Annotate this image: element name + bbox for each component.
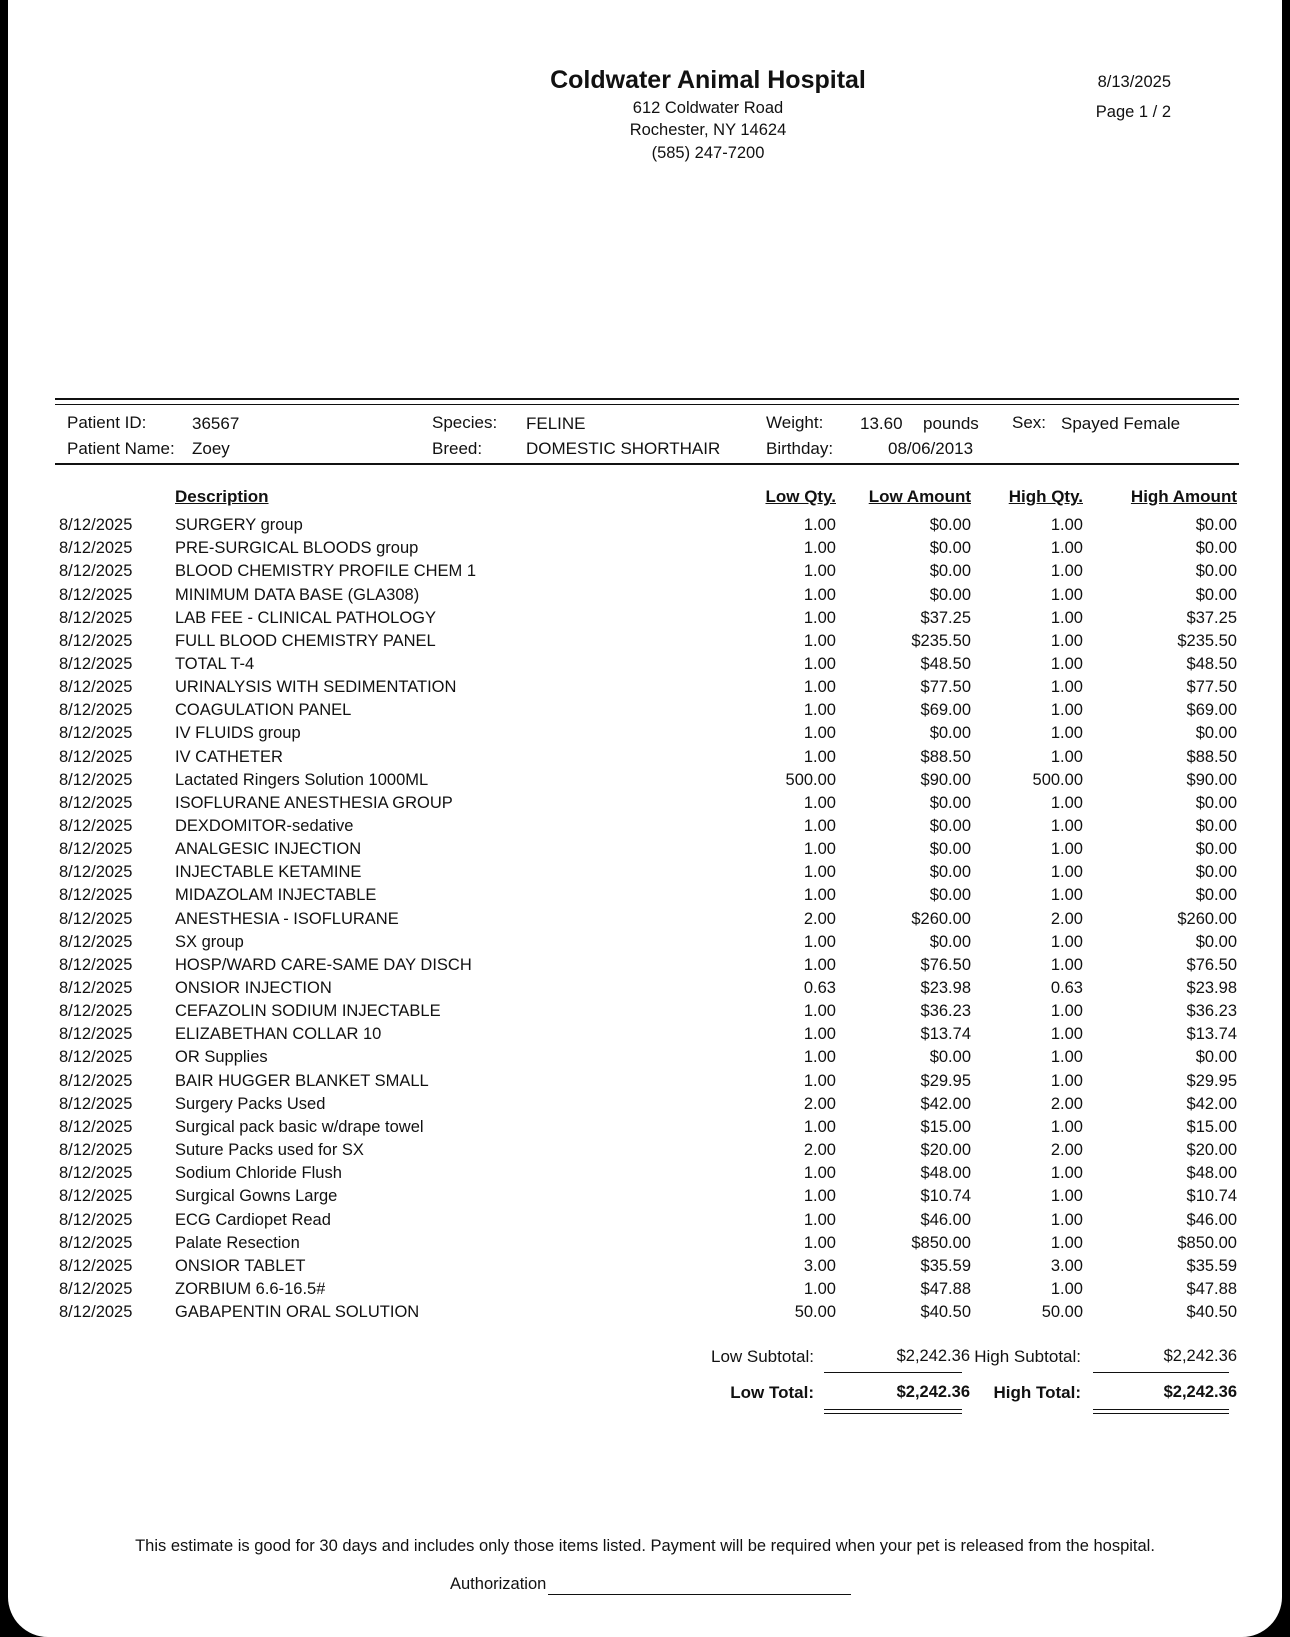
row-high-qty: 1.00 — [1050, 1164, 1083, 1183]
row-date: 8/12/2025 — [59, 909, 133, 928]
row-date: 8/12/2025 — [59, 516, 133, 534]
row-low-qty: 3.00 — [803, 1256, 836, 1275]
row-low-qty: 2.00 — [803, 909, 836, 928]
row-low-qty: 1.00 — [803, 932, 836, 951]
low-total-double-rule-1 — [824, 1409, 962, 1410]
row-date: 8/12/2025 — [59, 1187, 133, 1206]
row-high-amount: $235.50 — [1177, 631, 1237, 650]
row-high-amount: $850.00 — [1177, 1233, 1237, 1252]
row-description: Lactated Ringers Solution 1000ML — [175, 770, 429, 789]
row-date: 8/12/2025 — [59, 979, 133, 997]
row-low-amount: $40.50 — [920, 1303, 971, 1322]
row-date: 8/12/2025 — [59, 631, 133, 650]
row-high-qty: 1.00 — [1050, 817, 1083, 835]
row-low-amount: $260.00 — [911, 909, 971, 928]
row-low-amount: $0.00 — [929, 886, 971, 905]
row-high-qty: 1.00 — [1050, 955, 1083, 974]
row-high-qty: 1.00 — [1050, 1048, 1083, 1067]
row-low-qty: 2.00 — [803, 1141, 836, 1159]
row-description: ZORBIUM 6.6-16.5# — [175, 1279, 326, 1298]
row-high-amount: $0.00 — [1195, 840, 1237, 859]
row-low-qty: 1.00 — [803, 793, 836, 812]
row-description: Surgical Gowns Large — [175, 1187, 338, 1206]
low-subtotal-rule — [824, 1372, 962, 1373]
row-high-qty: 1.00 — [1050, 1187, 1083, 1206]
row-date: 8/12/2025 — [59, 1025, 133, 1044]
row-high-amount: $29.95 — [1186, 1071, 1237, 1090]
row-description: IV CATHETER — [175, 747, 283, 766]
row-high-amount: $35.59 — [1186, 1256, 1237, 1275]
row-low-amount: $23.98 — [920, 979, 971, 997]
row-high-amount: $90.00 — [1186, 770, 1237, 789]
row-date: 8/12/2025 — [59, 1164, 133, 1183]
row-high-qty: 1.00 — [1050, 631, 1083, 650]
row-high-amount: $0.00 — [1195, 539, 1237, 558]
hospital-address-line2: Rochester, NY 14624 — [629, 121, 787, 139]
row-high-amount: $0.00 — [1195, 793, 1237, 812]
low-total-double-rule-2 — [824, 1413, 962, 1414]
row-high-amount: $0.00 — [1195, 516, 1237, 534]
row-high-amount: $0.00 — [1195, 886, 1237, 905]
row-date: 8/12/2025 — [59, 1002, 133, 1021]
row-high-amount: $0.00 — [1195, 1048, 1237, 1067]
estimate-note: This estimate is good for 30 days and includes only those items listed. Payment will be required when your pet is released from the hospital. — [135, 1537, 1155, 1555]
patient-name: Zoey — [192, 439, 230, 458]
row-low-qty: 1.00 — [803, 701, 836, 720]
row-low-qty: 1.00 — [803, 1279, 836, 1298]
row-high-qty: 2.00 — [1050, 909, 1083, 928]
row-description: SURGERY group — [175, 516, 303, 534]
row-high-amount: $15.00 — [1186, 1117, 1237, 1136]
row-high-amount: $0.00 — [1195, 562, 1237, 581]
row-description: TOTAL T-4 — [175, 654, 255, 673]
row-date: 8/12/2025 — [59, 770, 133, 789]
row-high-qty: 50.00 — [1041, 1303, 1083, 1322]
row-low-qty: 1.00 — [803, 1002, 836, 1021]
row-high-qty: 1.00 — [1050, 724, 1083, 743]
col-high-qty: High Qty. — [1008, 487, 1083, 506]
row-low-qty: 50.00 — [794, 1303, 836, 1322]
row-high-qty: 1.00 — [1050, 539, 1083, 558]
row-description: ECG Cardiopet Read — [175, 1210, 331, 1229]
row-description: PRE-SURGICAL BLOODS group — [175, 539, 419, 558]
breed-label: Breed: — [432, 439, 483, 458]
row-low-amount: $36.23 — [920, 1002, 971, 1021]
row-high-qty: 0.63 — [1050, 979, 1083, 997]
row-low-qty: 1.00 — [803, 817, 836, 835]
row-high-qty: 3.00 — [1050, 1256, 1083, 1275]
row-description: Sodium Chloride Flush — [175, 1164, 342, 1183]
row-high-qty: 1.00 — [1050, 1233, 1083, 1252]
patient-box-top-rule-2 — [55, 404, 1239, 405]
col-low-qty: Low Qty. — [765, 487, 836, 506]
low-total-label: Low Total: — [730, 1383, 814, 1402]
row-description: ELIZABETHAN COLLAR 10 — [175, 1025, 382, 1044]
row-low-amount: $0.00 — [929, 539, 971, 558]
row-date: 8/12/2025 — [59, 932, 133, 951]
row-description: DEXDOMITOR-sedative — [175, 817, 354, 835]
row-high-amount: $42.00 — [1186, 1094, 1237, 1113]
row-high-amount: $0.00 — [1195, 724, 1237, 743]
birthday: 08/06/2013 — [888, 439, 974, 458]
row-high-amount: $46.00 — [1186, 1210, 1237, 1229]
row-low-amount: $0.00 — [929, 932, 971, 951]
row-description: Palate Resection — [175, 1233, 300, 1252]
row-high-qty: 1.00 — [1050, 516, 1083, 534]
row-description: MIDAZOLAM INJECTABLE — [175, 886, 377, 905]
patient-id: 36567 — [192, 414, 240, 433]
row-description: SX group — [175, 932, 244, 951]
row-high-qty: 1.00 — [1050, 585, 1083, 604]
row-description: CEFAZOLIN SODIUM INJECTABLE — [175, 1002, 441, 1021]
row-high-qty: 1.00 — [1050, 608, 1083, 627]
hospital-name: Coldwater Animal Hospital — [550, 66, 866, 94]
row-low-qty: 1.00 — [803, 955, 836, 974]
row-date: 8/12/2025 — [59, 1048, 133, 1067]
sex-label: Sex: — [1012, 413, 1047, 432]
row-high-amount: $13.74 — [1186, 1025, 1237, 1044]
row-low-amount: $0.00 — [929, 562, 971, 581]
row-date: 8/12/2025 — [59, 1071, 133, 1090]
row-description: HOSP/WARD CARE-SAME DAY DISCH — [175, 955, 472, 974]
row-description: ONSIOR TABLET — [175, 1256, 306, 1275]
row-high-amount: $76.50 — [1186, 955, 1237, 974]
row-date: 8/12/2025 — [59, 701, 133, 720]
high-total: $2,242.36 — [1163, 1383, 1237, 1401]
row-high-qty: 1.00 — [1050, 562, 1083, 581]
row-high-amount: $88.50 — [1186, 747, 1237, 766]
row-high-amount: $23.98 — [1186, 979, 1237, 997]
row-description: Surgical pack basic w/drape towel — [175, 1117, 424, 1136]
row-high-amount: $0.00 — [1195, 863, 1237, 882]
row-low-qty: 1.00 — [803, 1187, 836, 1206]
breed: DOMESTIC SHORTHAIR — [526, 439, 721, 458]
patient-box-bottom-rule — [55, 463, 1239, 465]
page-number: Page 1 / 2 — [1095, 103, 1171, 121]
patient-id-label: Patient ID: — [67, 413, 147, 432]
row-low-qty: 1.00 — [803, 1025, 836, 1044]
row-date: 8/12/2025 — [59, 1117, 133, 1136]
row-high-qty: 1.00 — [1050, 1279, 1083, 1298]
row-description: IV FLUIDS group — [175, 724, 301, 743]
row-description: ISOFLURANE ANESTHESIA GROUP — [175, 793, 453, 812]
row-low-amount: $37.25 — [920, 608, 971, 627]
row-date: 8/12/2025 — [59, 724, 133, 743]
row-low-amount: $235.50 — [911, 631, 971, 650]
row-low-amount: $76.50 — [920, 955, 971, 974]
row-low-amount: $46.00 — [920, 1210, 971, 1229]
row-high-qty: 1.00 — [1050, 701, 1083, 720]
row-high-qty: 1.00 — [1050, 1071, 1083, 1090]
hospital-phone: (585) 247-7200 — [651, 144, 765, 162]
weight: 13.60 — [860, 414, 903, 433]
row-high-qty: 1.00 — [1050, 1002, 1083, 1021]
row-date: 8/12/2025 — [59, 1233, 133, 1252]
row-date: 8/12/2025 — [59, 1303, 133, 1322]
high-subtotal-rule — [1093, 1372, 1229, 1373]
row-high-amount: $0.00 — [1195, 585, 1237, 604]
row-date: 8/12/2025 — [59, 1279, 133, 1298]
row-description: ONSIOR INJECTION — [175, 979, 332, 997]
row-low-qty: 1.00 — [803, 608, 836, 627]
row-description: Surgery Packs Used — [175, 1094, 326, 1113]
row-low-amount: $13.74 — [920, 1025, 971, 1044]
row-description: BLOOD CHEMISTRY PROFILE CHEM 1 — [175, 562, 477, 581]
row-high-qty: 1.00 — [1050, 747, 1083, 766]
row-low-qty: 1.00 — [803, 1164, 836, 1183]
row-high-amount: $48.00 — [1186, 1164, 1237, 1183]
row-low-qty: 1.00 — [803, 1117, 836, 1136]
row-high-amount: $37.25 — [1186, 608, 1237, 627]
high-subtotal-label: High Subtotal: — [974, 1347, 1081, 1366]
row-low-amount: $90.00 — [920, 770, 971, 789]
row-description: ANESTHESIA - ISOFLURANE — [175, 909, 399, 928]
row-date: 8/12/2025 — [59, 608, 133, 627]
row-low-amount: $0.00 — [929, 585, 971, 604]
row-high-amount: $48.50 — [1186, 654, 1237, 673]
row-low-amount: $48.50 — [920, 654, 971, 673]
row-low-qty: 1.00 — [803, 840, 836, 859]
weight-unit: pounds — [923, 414, 979, 433]
row-low-qty: 1.00 — [803, 886, 836, 905]
high-total-double-rule-1 — [1093, 1409, 1229, 1410]
row-high-qty: 1.00 — [1050, 654, 1083, 673]
row-date: 8/12/2025 — [59, 562, 133, 581]
row-low-amount: $0.00 — [929, 724, 971, 743]
row-date: 8/12/2025 — [59, 840, 133, 859]
row-low-amount: $0.00 — [929, 516, 971, 534]
row-low-amount: $47.88 — [920, 1279, 971, 1298]
row-high-amount: $260.00 — [1177, 909, 1237, 928]
row-date: 8/12/2025 — [59, 863, 133, 882]
row-high-amount: $0.00 — [1195, 932, 1237, 951]
hospital-address-line1: 612 Coldwater Road — [632, 99, 784, 117]
row-low-qty: 1.00 — [803, 863, 836, 882]
row-high-amount: $77.50 — [1186, 678, 1237, 696]
row-low-qty: 1.00 — [803, 1071, 836, 1090]
low-subtotal: $2,242.36 — [896, 1347, 970, 1365]
row-low-amount: $0.00 — [929, 840, 971, 859]
row-date: 8/12/2025 — [59, 1210, 133, 1229]
row-low-amount: $0.00 — [929, 863, 971, 882]
row-low-amount: $77.50 — [920, 678, 971, 696]
weight-label: Weight: — [766, 413, 824, 432]
row-high-qty: 1.00 — [1050, 1117, 1083, 1136]
row-low-qty: 1.00 — [803, 516, 836, 534]
row-date: 8/12/2025 — [59, 654, 133, 673]
row-date: 8/12/2025 — [59, 817, 133, 835]
species: FELINE — [526, 414, 586, 433]
row-high-amount: $36.23 — [1186, 1002, 1237, 1021]
row-date: 8/12/2025 — [59, 747, 133, 766]
row-low-qty: 1.00 — [803, 678, 836, 696]
row-low-qty: 0.63 — [803, 979, 836, 997]
authorization-label: Authorization — [450, 1575, 547, 1593]
row-high-amount: $69.00 — [1186, 701, 1237, 720]
row-low-qty: 1.00 — [803, 747, 836, 766]
row-low-qty: 1.00 — [803, 1233, 836, 1252]
row-date: 8/12/2025 — [59, 539, 133, 558]
row-low-qty: 1.00 — [803, 1210, 836, 1229]
col-description: Description — [175, 487, 269, 506]
species-label: Species: — [432, 413, 498, 432]
row-low-amount: $10.74 — [920, 1187, 971, 1206]
row-date: 8/12/2025 — [59, 1141, 133, 1159]
print-date: 8/13/2025 — [1097, 73, 1171, 91]
row-high-qty: 1.00 — [1050, 1025, 1083, 1044]
row-low-amount: $20.00 — [920, 1141, 971, 1159]
row-description: ANALGESIC INJECTION — [175, 840, 362, 859]
row-low-qty: 1.00 — [803, 631, 836, 650]
row-date: 8/12/2025 — [59, 678, 133, 696]
row-description: INJECTABLE KETAMINE — [175, 863, 362, 882]
col-high-amount: High Amount — [1130, 487, 1237, 506]
estimate-page — [8, 0, 1282, 1637]
row-description: URINALYSIS WITH SEDIMENTATION — [175, 678, 457, 696]
row-low-amount: $42.00 — [920, 1094, 971, 1113]
high-total-double-rule-2 — [1093, 1413, 1229, 1414]
row-high-qty: 1.00 — [1050, 840, 1083, 859]
patient-name-label: Patient Name: — [67, 439, 175, 458]
row-high-amount: $40.50 — [1186, 1303, 1237, 1322]
row-low-qty: 1.00 — [803, 724, 836, 743]
row-description: OR Supplies — [175, 1048, 268, 1067]
row-high-qty: 1.00 — [1050, 793, 1083, 812]
row-high-qty: 1.00 — [1050, 678, 1083, 696]
row-high-qty: 1.00 — [1050, 886, 1083, 905]
row-high-amount: $47.88 — [1186, 1279, 1237, 1298]
row-high-amount: $20.00 — [1186, 1141, 1237, 1159]
high-subtotal: $2,242.36 — [1163, 1347, 1237, 1365]
row-description: BAIR HUGGER BLANKET SMALL — [175, 1071, 429, 1090]
row-description: FULL BLOOD CHEMISTRY PANEL — [175, 631, 436, 650]
row-low-amount: $0.00 — [929, 793, 971, 812]
row-low-amount: $35.59 — [920, 1256, 971, 1275]
row-low-amount: $48.00 — [920, 1164, 971, 1183]
row-low-amount: $69.00 — [920, 701, 971, 720]
row-low-qty: 1.00 — [803, 654, 836, 673]
row-low-qty: 1.00 — [803, 1048, 836, 1067]
row-low-amount: $850.00 — [911, 1233, 971, 1252]
row-high-amount: $0.00 — [1195, 817, 1237, 835]
row-low-qty: 1.00 — [803, 562, 836, 581]
row-low-amount: $29.95 — [920, 1071, 971, 1090]
row-high-qty: 2.00 — [1050, 1094, 1083, 1113]
row-date: 8/12/2025 — [59, 585, 133, 604]
row-high-qty: 1.00 — [1050, 863, 1083, 882]
birthday-label: Birthday: — [766, 439, 834, 458]
sex: Spayed Female — [1061, 414, 1181, 433]
row-description: GABAPENTIN ORAL SOLUTION — [175, 1303, 420, 1322]
row-date: 8/12/2025 — [59, 886, 133, 905]
row-date: 8/12/2025 — [59, 955, 133, 974]
row-low-qty: 500.00 — [785, 770, 836, 789]
patient-box-top-rule — [55, 398, 1239, 400]
row-high-qty: 2.00 — [1050, 1141, 1083, 1159]
row-description: MINIMUM DATA BASE (GLA308) — [175, 585, 420, 604]
low-total: $2,242.36 — [896, 1383, 970, 1401]
row-description: Suture Packs used for SX — [175, 1141, 364, 1159]
row-low-amount: $0.00 — [929, 817, 971, 835]
row-low-qty: 1.00 — [803, 585, 836, 604]
row-date: 8/12/2025 — [59, 793, 133, 812]
row-high-qty: 1.00 — [1050, 1210, 1083, 1229]
row-low-qty: 2.00 — [803, 1094, 836, 1113]
row-date: 8/12/2025 — [59, 1094, 133, 1113]
authorization-signature-line[interactable] — [548, 1594, 851, 1595]
row-low-amount: $15.00 — [920, 1117, 971, 1136]
row-high-qty: 1.00 — [1050, 932, 1083, 951]
row-low-qty: 1.00 — [803, 539, 836, 558]
row-description: LAB FEE - CLINICAL PATHOLOGY — [175, 608, 437, 627]
row-low-amount: $0.00 — [929, 1048, 971, 1067]
high-total-label: High Total: — [993, 1383, 1081, 1402]
row-date: 8/12/2025 — [59, 1256, 133, 1275]
col-low-amount: Low Amount — [868, 487, 971, 506]
row-high-qty: 500.00 — [1032, 770, 1083, 789]
row-low-amount: $88.50 — [920, 747, 971, 766]
row-description: COAGULATION PANEL — [175, 701, 352, 720]
row-high-amount: $10.74 — [1186, 1187, 1237, 1206]
low-subtotal-label: Low Subtotal: — [710, 1347, 814, 1366]
